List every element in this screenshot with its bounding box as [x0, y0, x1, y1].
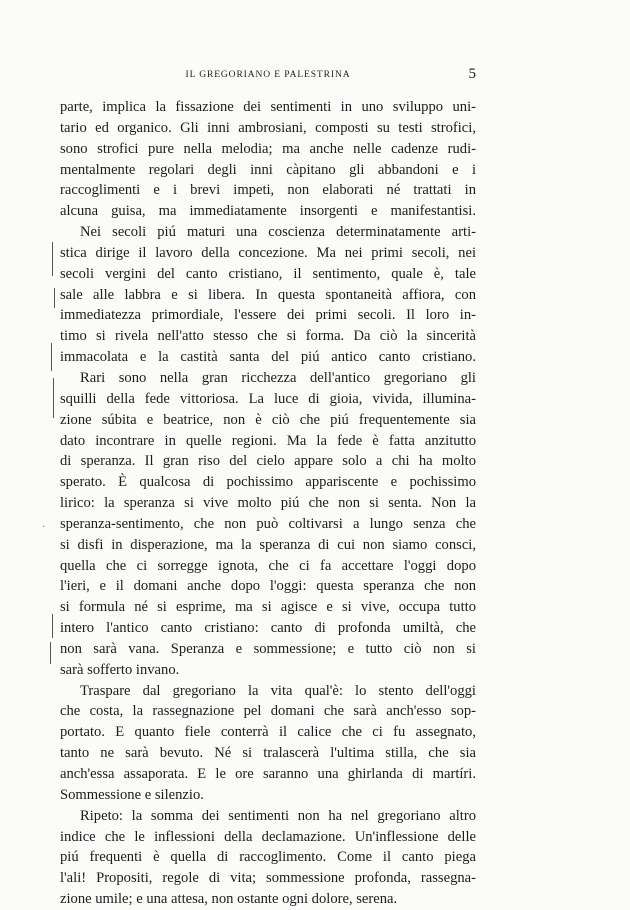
text-line: tanto ne sarà bevuto. Né si tralascerà l'ultima stilla, che sia: [60, 745, 476, 762]
text-line: sale alle labbra e si libera. In questa spontaneità affiora, con: [60, 286, 476, 303]
text-line: immediatezza primordiale, l'essere dei primi secoli. Il loro in-: [60, 307, 476, 324]
text-line: piú frequenti è quella di raccoglimento. Come il canto piega: [60, 849, 476, 866]
margin-speck: ·: [42, 522, 46, 533]
text-line: anch'essa assaporata. E le ore saranno una ghirlanda di martíri.: [60, 766, 476, 782]
text-line: tario ed organico. Gli inni ambrosiani, composti su testi strofici,: [60, 119, 476, 136]
margin-mark: [54, 288, 55, 308]
text-line: speranza-sentimento, che non può coltivarsi a lungo senza che: [60, 515, 476, 532]
text-line: Ripeto: la somma dei sentimenti non ha nel gregoriano altro: [80, 807, 476, 824]
text-line: secoli vergini del canto cristiano, il sentimento, quale è, tale: [60, 265, 476, 282]
text-line: lirico: la speranza si vive molto piú che non si senta. Non la: [60, 495, 476, 512]
text-line: alcuna guisa, ma immediatamente insorgenti e manifestantisi.: [60, 203, 476, 220]
page-number: 5: [468, 66, 476, 82]
text-line: sono strofici pure nella melodia; ma anche nelle cadenze rudi-: [60, 140, 476, 157]
text-line: quella che ci sorregge ignota, che ci fa accettare l'oggi dopo: [60, 557, 476, 574]
running-title: IL GREGORIANO E PALESTRINA: [185, 70, 351, 80]
margin-mark: [52, 242, 53, 276]
text-line: sperato. È qualcosa di pochissimo appariscente e pochissimo: [60, 474, 476, 491]
text-line: Traspare dal gregoriano la vita qual'è: lo stento dell'oggi: [80, 682, 476, 699]
text-line: che costa, la rassegnazione pel domani che sarà anch'esso sop-: [60, 703, 476, 720]
text-line: portato. E quanto fiele conterrà il calice che ci fu assegnato,: [60, 724, 476, 741]
text-line: Nei secoli piú maturi una coscienza determinatamente arti-: [80, 224, 476, 241]
text-line: parte, implica la fissazione dei sentimenti in uno sviluppo uni-: [60, 99, 476, 115]
text-line: Sommessione e silenzio.: [60, 786, 204, 803]
text-line: timo si rivela nell'atto stesso che si forma. Da ciò la sincerità: [60, 328, 476, 345]
text-line: l'ali! Propositi, regole di vita; sommessione profonda, rassegna-: [60, 870, 476, 887]
margin-mark: [53, 378, 54, 418]
text-line: immacolata e la castità santa del piú antico canto cristiano.: [60, 349, 476, 366]
text-line: zione súbita e beatrice, non è ciò che piú frequentemente sia: [60, 411, 476, 428]
margin-mark: [51, 343, 52, 371]
text-line: si disfi in disperazione, ma la speranza di cui non siamo consci,: [60, 536, 476, 553]
text-line: non sarà vana. Speranza e sommessione; e tutto ciò non si: [60, 640, 476, 657]
margin-mark: [50, 642, 51, 664]
text-line: squilli della fede vittoriosa. La luce di gioia, vivida, illumina-: [60, 390, 476, 407]
text-line: indice che le inflessioni della declamazione. Un'inflessione delle: [60, 828, 476, 845]
text-line: Rari sono nella gran ricchezza dell'antico gregoriano gli: [80, 369, 476, 386]
text-line: raccoglimenti e i brevi impeti, non elaborati né trattati in: [60, 182, 476, 199]
page-header: [60, 66, 476, 86]
text-line: l'ieri, e il domani anche dopo l'oggi: questa speranza che non: [60, 578, 476, 595]
text-line: di speranza. Il gran riso del cielo appare solo a chi ha molto: [60, 453, 476, 470]
body-text: [60, 97, 476, 910]
margin-mark: [52, 614, 53, 638]
text-line: zione umile; e una attesa, non ostante ogni dolore, serena.: [60, 891, 398, 908]
text-line: mentalmente regolari degli inni càpitano gli abbandoni e i: [60, 161, 476, 178]
text-line: stica dirige il lavoro della concezione. Ma nei primi secoli, nei: [60, 244, 476, 261]
text-line: si formula né si esprime, ma si agisce e si vive, occupa tutto: [60, 599, 476, 616]
text-line: intero l'antico canto cristiano: canto di profonda umiltà, che: [60, 620, 476, 637]
text-line: dato incontrare in quelle regioni. Ma la fede è fatta anzitutto: [60, 432, 476, 449]
text-line: sarà sofferto invano.: [60, 661, 180, 678]
